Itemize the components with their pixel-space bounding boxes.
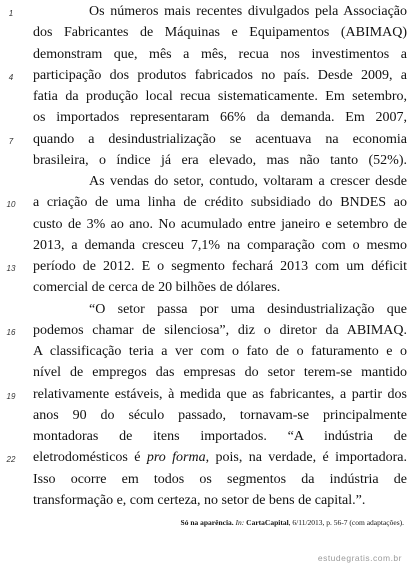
source-citation <box>181 518 404 527</box>
text-line: 2013, a demanda cresceu 7,1% na comparação com o mesmo <box>33 237 407 253</box>
text-line: transformação e, com certeza, no setor de bens de capital.”. <box>33 492 366 508</box>
line-number: 4 <box>8 72 14 82</box>
text-line: Os números mais recentes divulgados pela Associação <box>89 4 407 19</box>
source-in-label: In: <box>235 518 245 527</box>
text-line: quando a desindustrialização se acentuava na economia <box>33 131 407 147</box>
text-line: montadoras de itens importados. “A indústria de <box>33 429 407 444</box>
source-details: , 6/11/2013, p. 56-7 (com adaptações). <box>288 518 404 527</box>
text-line: os importados representaram 66% da demanda. Em 2007, <box>33 110 407 126</box>
text-line: nível de empregos das empresas do setor terem-se mantido <box>33 365 407 381</box>
text-line <box>33 450 407 466</box>
line-number: 7 <box>8 136 14 146</box>
line-number: 22 <box>6 455 16 465</box>
italic-term: pro forma <box>146 450 206 466</box>
text-line: período de 2012. E o segmento fechará 2013 com um déficit <box>33 259 407 274</box>
text-line: comercial de cerca de 20 bilhões de dólares. <box>33 280 281 296</box>
watermark: estudegratis.com.br <box>317 553 402 563</box>
text-line: fatia da produção local recua sistematicamente. Em setembro, <box>33 89 407 104</box>
line-number: 10 <box>6 200 16 210</box>
text-line: podemos chamar de silenciosa”, diz o diretor da ABIMAQ. <box>33 322 407 338</box>
text-segment: , pois, na verdade, é importadora. <box>205 450 407 466</box>
text-line: As vendas do setor, contudo, voltaram a crescer desde <box>89 174 407 189</box>
text-segment: eletrodomésticos é <box>33 450 147 466</box>
line-number: 13 <box>6 264 16 273</box>
text-line: participação dos produtos fabricados no país. Desde 2009, a <box>33 67 407 83</box>
source-title: Só na aparência. <box>180 518 234 527</box>
text-line: dos Fabricantes de Máquinas e Equipamentos (ABIMAQ) <box>33 25 407 41</box>
text-line: “O setor passa por uma desindustrialização que <box>89 301 407 317</box>
text-line: custo de 3% ao ano. No acumulado entre janeiro e setembro de <box>33 216 407 232</box>
text-line: brasileira, o índice já era elevado, mas não tanto (52%). <box>33 152 407 168</box>
text-line: Isso ocorre em todos os segmentos da indústria de <box>33 471 407 487</box>
line-number: 19 <box>6 391 16 401</box>
line-number: 16 <box>6 327 16 337</box>
text-line: A classificação teria a ver com o fato de o faturamento e o <box>33 344 407 359</box>
text-line: a criação de uma linha de crédito subsidiado do BNDES ao <box>33 195 407 211</box>
text-line: demonstram que, mês a mês, recua nos investimentos a <box>33 46 407 62</box>
text-line: anos 90 do século passado, tornavam-se principalmente <box>33 407 407 423</box>
text-line: relativamente estáveis, à medida que as fabricantes, a partir dos <box>33 386 407 402</box>
line-number: 1 <box>8 9 14 18</box>
source-publication: CartaCapital <box>246 518 289 527</box>
